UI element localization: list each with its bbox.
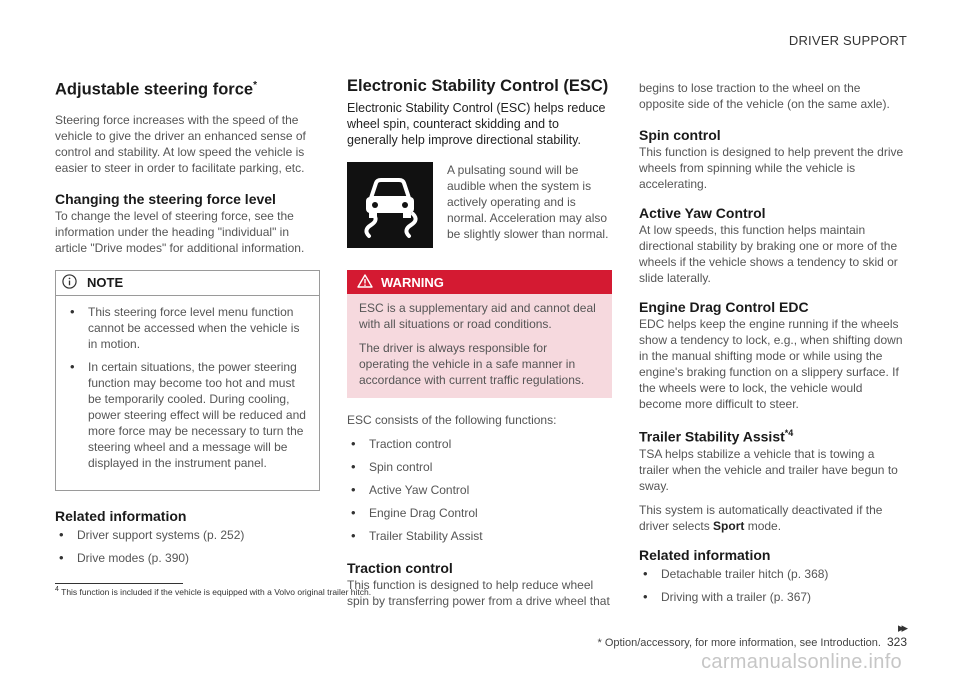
note-box	[55, 270, 320, 491]
esc-lead: Electronic Stability Control (ESC) helps reduce wheel spin, counteract skidding and to generally help improve directional stability.	[347, 101, 606, 147]
steering-force-title: Adjustable steering force*	[55, 80, 257, 99]
page-footer: * Option/accessory, for more information, see Introduction. 323	[597, 635, 907, 649]
warning-header	[347, 270, 612, 294]
tsa-text: TSA helps stabilize a vehicle that is towing a trailer when the vehicle and trailer have begun to sway.	[639, 446, 898, 493]
section-header: DRIVER SUPPORT	[788, 33, 907, 48]
related-info-heading: Related information	[55, 507, 187, 524]
tsa-deactivated-text: This system is automatically deactivated if the driver selects Sport mode.	[639, 502, 883, 533]
note-header	[56, 271, 319, 296]
esc-function-item: • Traction control	[347, 436, 612, 452]
esc-function-item: • Active Yaw Control	[347, 482, 612, 498]
traction-control-heading: Traction control	[347, 560, 453, 576]
esc-function-item: • Spin control	[347, 459, 612, 475]
related-link[interactable]: • Driver support systems (p. 252)	[55, 527, 320, 543]
next-page-arrows-icon: ▸▸	[897, 620, 905, 635]
esc-title: Electronic Stability Control (ESC)	[347, 77, 609, 95]
spin-control-text: This function is designed to help prevent the drive wheels from spinning while the vehicle is accelerating.	[639, 145, 904, 191]
info-icon	[62, 274, 77, 292]
page-number: 323	[886, 635, 907, 649]
esc-sound-text: A pulsating sound will be audible when the system is actively operating and is normal. Acceleration may also be slightly slower than normal.	[447, 163, 609, 241]
warning-box	[347, 270, 612, 398]
note-label: NOTE	[87, 275, 124, 290]
active-yaw-text: At low speeds, this function helps maintain directional stability by braking one or more of the wheels if the vehicle shows a tendency to skid or slide laterally.	[639, 223, 898, 285]
column-3	[639, 80, 907, 612]
esc-skid-icon	[347, 162, 433, 248]
note-item: • In certain situations, the power steering function may become too hot and must be temporarily cooled. During cooling, power steering effect will be reduced and more force may be necessary to turn the steering wheel and a message will be displayed in the instrument panel.	[66, 359, 309, 471]
esc-function-item: • Trailer Stability Assist	[347, 528, 612, 544]
watermark: carmanualsonline.info	[701, 651, 902, 673]
footnote-rule	[55, 583, 183, 584]
note-item: • This steering force level menu function cannot be accessed when the vehicle is in motion.	[66, 304, 309, 352]
related-link[interactable]: • Detachable trailer hitch (p. 368)	[639, 566, 907, 582]
warning-text-2: The driver is always responsible for operating the vehicle in a safe manner in accordance with current traffic regulations.	[359, 341, 585, 387]
warning-text-1: ESC is a supplementary aid and cannot deal with all situations or road conditions.	[359, 301, 596, 331]
column-2	[347, 76, 612, 609]
traction-control-text: This function is designed to help reduce wheel spin by transferring power from a drive wheel that	[347, 578, 610, 608]
tsa-heading: Trailer Stability Assist$^{*4}$	[639, 428, 794, 445]
traction-continued-text: begins to lose traction to the wheel on the opposite side of the vehicle (on the same axle).	[639, 81, 890, 111]
edc-heading: Engine Drag Control EDC	[639, 299, 809, 315]
warning-icon	[357, 274, 373, 291]
related-link[interactable]: • Drive modes (p. 390)	[55, 550, 320, 566]
footnote: $^4$ This function is included if the vehicle is equipped with a Volvo original trailer hitch.	[55, 586, 372, 597]
column-1	[55, 76, 320, 573]
spin-control-heading: Spin control	[639, 127, 721, 143]
changing-level-heading: Changing the steering force level	[55, 190, 276, 207]
esc-consists-text: ESC consists of the following functions:	[347, 413, 557, 427]
changing-level-text: To change the level of steering force, see the information under the heading "individual" in article "Drive modes" for additional information.	[55, 208, 305, 255]
active-yaw-heading: Active Yaw Control	[639, 205, 766, 221]
related-link[interactable]: • Driving with a trailer (p. 367)	[639, 589, 907, 605]
edc-text: EDC helps keep the engine running if the wheels show a tendency to lock, e.g., when shifting down in the manual shifting mode or while using the engine's braking function on a slippery surface. If the wheels were to lock, the vehicle would become more difficult to steer.	[639, 317, 903, 411]
warning-label: WARNING	[381, 274, 444, 290]
esc-function-item: • Engine Drag Control	[347, 505, 612, 521]
related-info-heading: Related information	[639, 546, 771, 563]
steering-force-intro: Steering force increases with the speed of the vehicle to give the driver an enhanced sense of control and stability. At low speed the vehicle is easier to steer in order to facilitate parking, etc.	[55, 112, 306, 175]
